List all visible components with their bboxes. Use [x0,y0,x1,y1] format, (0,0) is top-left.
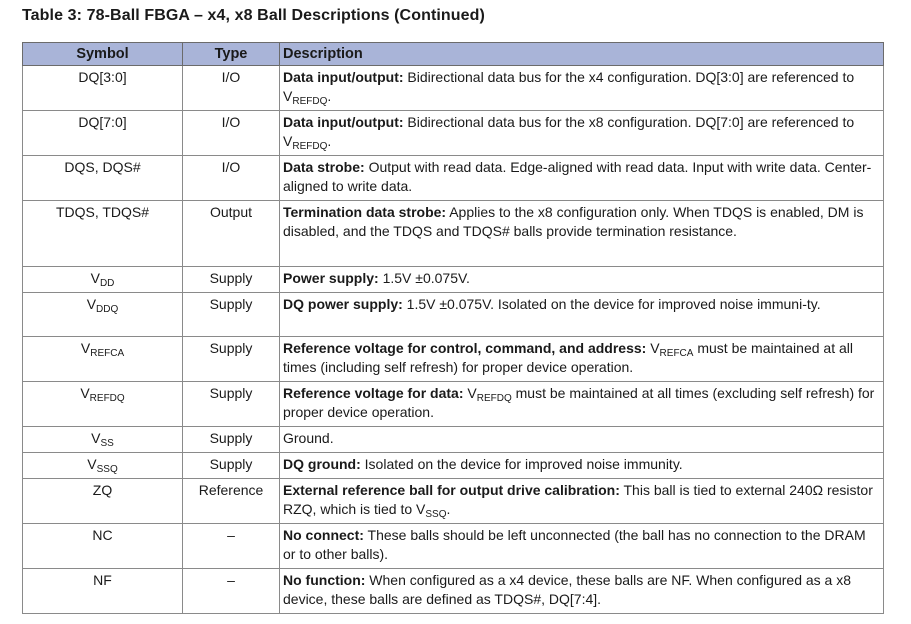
description-cell [280,569,884,614]
description-heading: No function: [283,572,366,588]
symbol-cell [23,293,183,337]
description-text: V [646,340,660,356]
description-text: Bidirectional data bus for the x4 configuration. DQ[3:0] are referenced to V [283,69,859,104]
table-row [23,66,884,111]
description-text: Isolated on the device for improved noise immunity. [360,456,683,472]
description-cell [280,427,884,453]
type-cell: Reference [183,479,280,524]
table-row [23,524,884,569]
description-text: Bidirectional data bus for the x8 configuration. DQ[7:0] are referenced to V [283,114,859,149]
description-heading: Power supply: [283,270,379,286]
symbol-cell [23,382,183,427]
table-row [23,569,884,614]
symbol-cell [23,453,183,479]
symbol-text: ZQ [92,482,113,498]
description-text: This ball is tied to external 240Ω resistor RZQ, which is tied to V [283,482,877,517]
type-cell: Supply [183,427,280,453]
description-cell [280,453,884,479]
header-description: Description [280,43,884,66]
symbol-text: V [80,385,90,401]
description-text: Output with read data. Edge-aligned with read data. Input with write data. Center-aligned to write data. [283,159,872,194]
symbol-subscript: DDQ [96,304,119,315]
description-heading: Data strobe: [283,159,365,175]
symbol-cell [23,479,183,524]
description-subscript: REFDQ [292,141,328,152]
header-type: Type [183,43,280,66]
symbol-cell [23,201,183,267]
description-heading: Reference voltage for control, command, and address: [283,340,647,356]
type-cell: Supply [183,267,280,293]
description-cell [280,382,884,427]
type-cell: Supply [183,337,280,382]
type-cell: Supply [183,293,280,337]
table-row [23,201,884,267]
description-text-tail: . [327,133,332,149]
description-text: When configured as a x4 device, these balls are NF. When configured as a x8 device, these balls are defined as TDQS#, DQ[7:4]. [283,572,855,607]
table-row [23,267,884,293]
type-cell: Supply [183,382,280,427]
description-heading: Reference voltage for data: [283,385,464,401]
description-text: 1.5V ±0.075V. Isolated on the device for improved noise immuni-ty. [402,296,821,312]
table-title: Table 3: 78-Ball FBGA – x4, x8 Ball Descriptions (Continued) [22,7,485,24]
description-heading: DQ power supply: [283,296,403,312]
table-row [23,111,884,156]
type-cell: Output [183,201,280,267]
symbol-cell [23,66,183,111]
description-text-tail: . [446,501,451,517]
description-heading: Data input/output: [283,69,404,85]
symbol-cell [23,111,183,156]
description-text-tail: must be maintained at all times (including self refresh) for proper device operation. [283,340,857,375]
type-cell: I/O [183,111,280,156]
description-cell [280,479,884,524]
header-symbol: Symbol [23,43,183,66]
description-cell [280,156,884,201]
symbol-text: NC [92,527,113,543]
symbol-text: DQ[7:0] [78,114,127,130]
table-row [23,427,884,453]
symbol-text: DQ[3:0] [78,69,127,85]
description-subscript: SSQ [425,509,447,520]
symbol-subscript: SSQ [96,464,118,475]
description-text: Applies to the x8 configuration only. When TDQS is enabled, DM is disabled, and the TDQS and TDQS# balls provide termination resistance. [283,204,868,239]
description-heading: External reference ball for output drive calibration: [283,482,620,498]
description-subscript: REFCA [659,348,694,359]
symbol-subscript: REFCA [90,348,125,359]
description-text: These balls should be left unconnected (the ball has no connection to the DRAM or to other balls). [283,527,870,562]
symbol-text: TDQS, TDQS# [55,204,150,220]
symbol-text: NF [93,572,112,588]
description-cell [280,201,884,267]
description-heading: No connect: [283,527,364,543]
type-cell: I/O [183,156,280,201]
symbol-subscript: SS [100,438,114,449]
symbol-text: V [90,270,100,286]
description-text-tail: . [327,88,332,104]
table-row [23,479,884,524]
symbol-cell [23,156,183,201]
symbol-cell [23,337,183,382]
table-header-row [23,43,884,66]
description-heading: DQ ground: [283,456,361,472]
type-cell: – [183,569,280,614]
table-row [23,293,884,337]
type-cell: I/O [183,66,280,111]
symbol-text: V [86,296,97,312]
description-subscript: REFDQ [476,393,512,404]
symbol-text: V [87,456,97,472]
description-text-tail: must be maintained at all times (excluding self refresh) for proper device operation. [283,385,879,420]
symbol-text: V [80,340,91,356]
table-row [23,453,884,479]
ball-descriptions-table [22,42,884,614]
description-cell [280,337,884,382]
type-cell: – [183,524,280,569]
description-heading: Termination data strobe: [283,204,447,220]
symbol-cell [23,524,183,569]
symbol-subscript: DD [99,278,115,289]
table-row [23,382,884,427]
description-cell [280,111,884,156]
type-cell: Supply [183,453,280,479]
description-cell [280,267,884,293]
description-text: 1.5V ±0.075V. [378,270,470,286]
table-row [23,337,884,382]
description-subscript: REFDQ [292,96,328,107]
description-text: Ground. [283,430,334,446]
description-cell [280,293,884,337]
description-cell [280,524,884,569]
description-heading: Data input/output: [283,114,404,130]
symbol-cell [23,569,183,614]
symbol-cell [23,427,183,453]
symbol-text: V [91,430,101,446]
description-cell [280,66,884,111]
symbol-cell [23,267,183,293]
symbol-subscript: REFDQ [89,393,125,404]
symbol-text: DQS, DQS# [64,159,141,175]
table-row [23,156,884,201]
description-text: V [463,385,477,401]
